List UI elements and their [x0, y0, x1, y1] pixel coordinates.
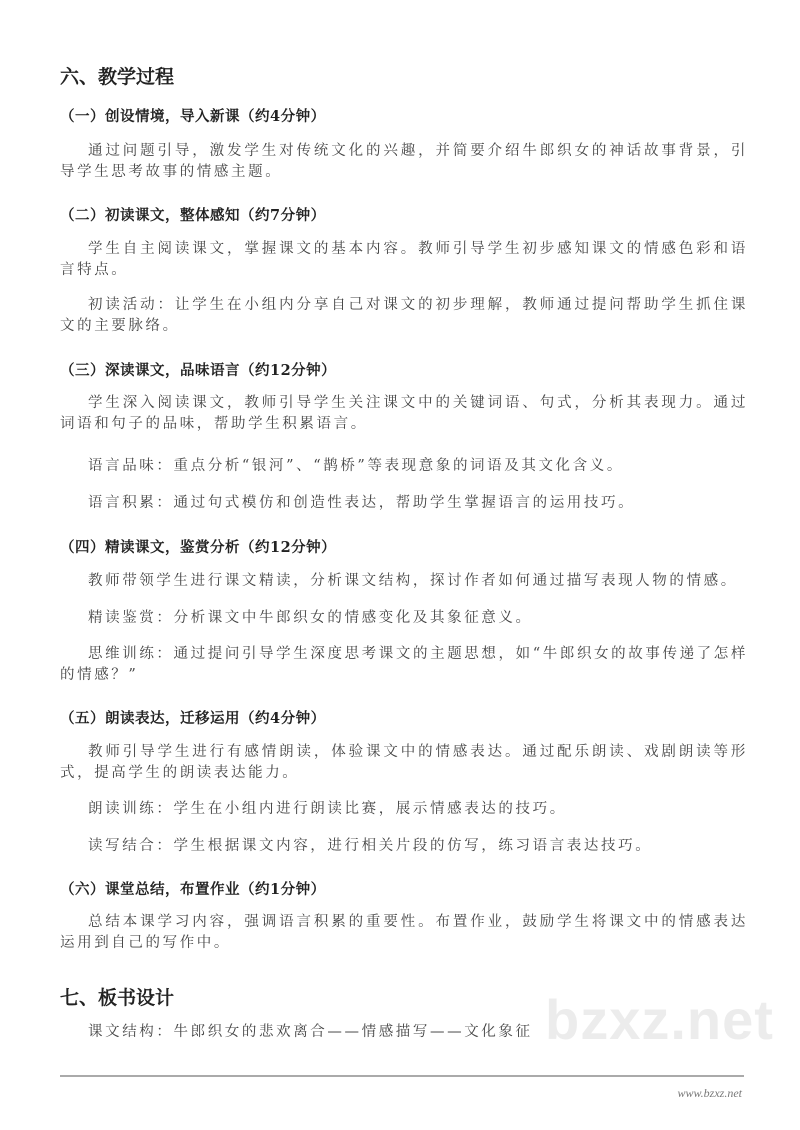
- paragraph: 通过问题引导，激发学生对传统文化的兴趣，并简要介绍牛郎织女的神话故事背景，引导学生思考故事的情感主题。: [60, 143, 748, 180]
- paragraph: 学生自主阅读课文，掌握课文的基本内容。教师引导学生初步感知课文的情感色彩和语言特点。: [60, 241, 748, 278]
- subsection-heading: （五）朗读表达，迁移运用（约4分钟）: [60, 710, 326, 727]
- paragraph: 语言积累：通过句式模仿和创造性表达，帮助学生掌握语言的运用技巧。: [88, 495, 636, 511]
- paragraph: 学生深入阅读课文，教师引导学生关注课文中的关键词语、句式，分析其表现力。通过词语和句子的品味，帮助学生积累语言。: [60, 395, 748, 432]
- section-title: 六、教学过程: [60, 66, 175, 88]
- subsection-heading: （三）深读课文，品味语言（约12分钟）: [60, 362, 337, 379]
- subsection-heading: （二）初读课文，整体感知（约7分钟）: [60, 207, 326, 224]
- paragraph: 初读活动：让学生在小组内分享自己对课文的初步理解，教师通过提问帮助学生抓住课文的主要脉络。: [60, 297, 748, 334]
- footer-url: www.bzxz.net: [677, 1086, 742, 1100]
- paragraph: 朗读训练：学生在小组内进行朗读比赛，展示情感表达的技巧。: [88, 801, 567, 817]
- paragraph: 总结本课学习内容，强调语言积累的重要性。布置作业，鼓励学生将课文中的情感表达运用到自己的写作中。: [60, 914, 748, 951]
- footer-divider: [60, 1075, 744, 1077]
- section-title: 七、板书设计: [60, 987, 175, 1009]
- paragraph: 语言品味：重点分析“银河”、“鹊桥”等表现意象的词语及其文化含义。: [88, 458, 624, 474]
- subsection-heading: （六）课堂总结，布置作业（约1分钟）: [60, 881, 326, 898]
- paragraph: 精读鉴赏：分析课文中牛郎织女的情感变化及其象征意义。: [88, 610, 533, 626]
- paragraph: 课文结构：牛郎织女的悲欢离合——情感描写——文化象征: [88, 1024, 533, 1040]
- subsection-heading: （一）创设情境，导入新课（约4分钟）: [60, 108, 326, 125]
- watermark: bzxz.net: [545, 988, 774, 1051]
- subsection-heading: （四）精读课文，鉴赏分析（约12分钟）: [60, 539, 337, 556]
- paragraph: 教师带领学生进行课文精读，分析课文结构，探讨作者如何通过描写表现人物的情感。: [88, 573, 738, 589]
- paragraph: 教师引导学生进行有感情朗读，体验课文中的情感表达。通过配乐朗读、戏剧朗读等形式，提高学生的朗读表达能力。: [60, 744, 748, 781]
- paragraph: 思维训练：通过提问引导学生深度思考课文的主题思想，如“牛郎织女的故事传递了怎样的情感？”: [60, 646, 748, 683]
- paragraph: 读写结合：学生根据课文内容，进行相关片段的仿写，练习语言表达技巧。: [88, 838, 653, 854]
